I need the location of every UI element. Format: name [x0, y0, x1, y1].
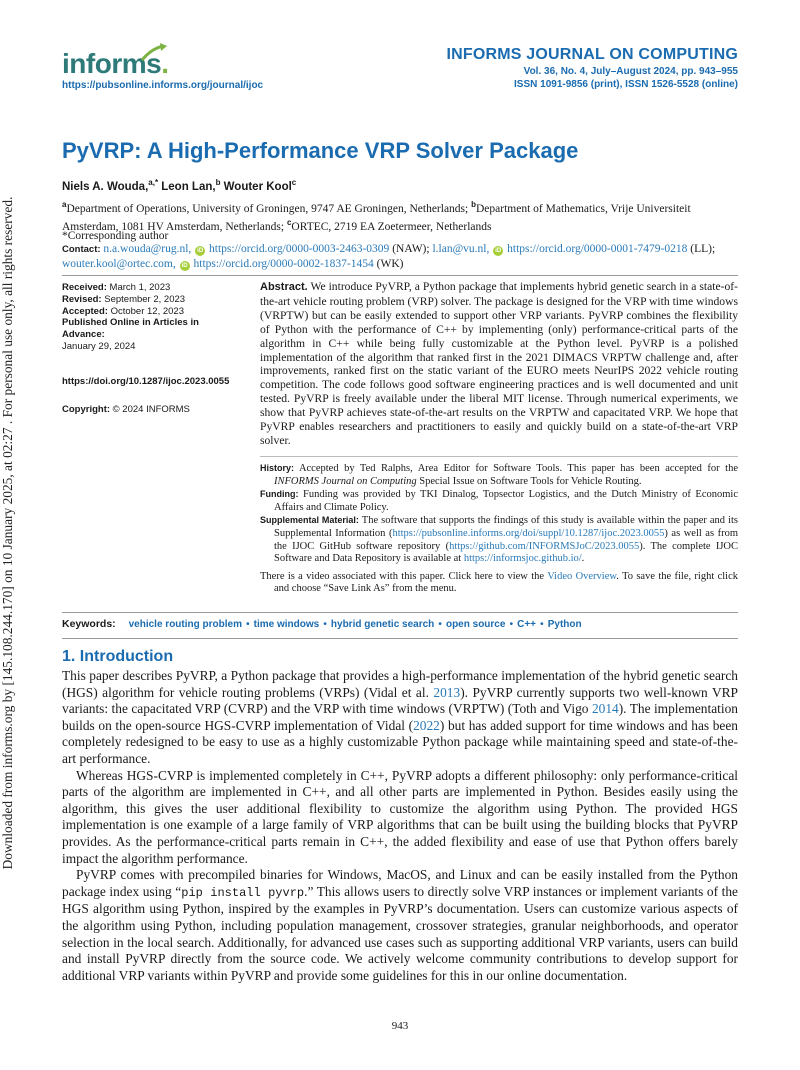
- history-label: History:: [260, 463, 295, 473]
- abstract-text: We introduce PyVRP, a Python package that implements hybrid genetic search in a state-of-the-art vehicle routing problem (VRP) solver. The package is designed for the VRP with time windows (VRPTW) but can be easily extended to support other VRP variants. PyVRP combines the flexibility of Python with the performance of C++ by implementing (only) performance-critical parts of the algorithm in C++ while being fully customizable at the Python level. PyVRP is a polished implementation of the algorithm that ranked first in the 2021 DIMACS VRPTW challenge and, after improvements, ranked first on the static variant of the EURO meets NeurIPS 2022 vehicle routing competition. The code follows good software engineering practices and is well documented and unit tested. PyVRP is freely available under the liberal MIT license. Through numerical experiments, we show that PyVRP achieves state-of-the-art results on the VRPTW and capacitated VRP. We hope that PyVRP enables researchers and practitioners to easily and quickly build on a state-of-the-art VRP solver.: [260, 280, 738, 447]
- author-tag: (NAW);: [392, 243, 430, 255]
- divider: [62, 275, 738, 276]
- supplemental-note: [260, 514, 738, 565]
- paragraph-text: ). The implementation builds on the open-source HGS-CVRP implementation of Vidal (: [62, 701, 738, 733]
- revised-date: September 2, 2023: [104, 293, 186, 305]
- journal-url-link[interactable]: https://pubsonline.informs.org/journal/ijoc: [62, 80, 264, 91]
- affiliation-c: ORTEC, 2719 EA Zoetermeer, Netherlands: [291, 220, 492, 233]
- abstract: [260, 280, 738, 448]
- paragraph: [62, 668, 738, 768]
- keyword-link[interactable]: vehicle routing problem: [128, 619, 242, 630]
- affil-mark-b: b: [471, 200, 476, 209]
- corresponding-author-note: *Corresponding author: [62, 230, 169, 242]
- keyword-separator: •: [540, 618, 544, 630]
- supplemental-text: ) as well as from the IJOC GitHub software repository (: [274, 527, 738, 552]
- logo-text-main: nforms: [69, 48, 162, 79]
- orcid-link[interactable]: https://orcid.org/0000-0002-1837-1454: [193, 258, 374, 270]
- citation-link[interactable]: 2014: [591, 701, 619, 717]
- orcid-icon: iD: [181, 263, 188, 269]
- abstract-label: Abstract.: [260, 281, 308, 293]
- keyword-link[interactable]: time windows: [253, 619, 320, 630]
- issn-info: ISSN 1091-9856 (print), ISSN 1526-5528 (online): [514, 79, 738, 90]
- email-link[interactable]: l.lan@vu.nl,: [432, 243, 490, 255]
- funding-note: [260, 488, 738, 514]
- affiliation-a: Department of Operations, University of Groningen, 9747 AE Groningen, Netherlands;: [66, 202, 469, 215]
- history-note: [260, 462, 738, 488]
- journal-italic: INFORMS Journal on Computing: [274, 475, 417, 487]
- author-name: Leon Lan,: [158, 180, 216, 193]
- paragraph-text: ) but has added support for time windows and has been completely redesigned to be easy to use as a highly customizable Python package while maintaining speed and state-of-the-art performance.: [62, 717, 739, 766]
- author-affil-mark: b: [215, 178, 221, 187]
- accepted-date: October 12, 2023: [110, 305, 184, 317]
- history-text: Accepted by Ted Ralphs, Area Editor for Software Tools. This paper has been accepted for the: [298, 463, 738, 474]
- orcid-icon: iD: [197, 248, 204, 254]
- published-label: Published Online in Articles in Advance:: [62, 317, 199, 341]
- email-link[interactable]: n.a.wouda@rug.nl,: [103, 243, 192, 255]
- video-text-end: . To save the file, right click and choose “Save Link As” from the menu.: [274, 570, 739, 595]
- author-list: [62, 178, 296, 193]
- paragraph-text: ). PyVRP currently supports two well-known VRP variants: the capacitated VRP (CVRP) and the VRP with time windows (VRPTW) (Toth and Vigo: [62, 684, 738, 717]
- orcid-icon: iD: [495, 248, 502, 254]
- logo-dot: .: [161, 48, 169, 79]
- video-text: There is a video associated with this paper. Click here to view the: [260, 570, 545, 582]
- keywords: [62, 618, 582, 630]
- history-text-end: Special Issue on Software Tools for Vehicle Routing.: [419, 475, 642, 487]
- keyword-separator: •: [438, 618, 442, 630]
- orcid-link[interactable]: https://orcid.org/0000-0001-7479-0218: [507, 243, 688, 255]
- author-affil-mark: c: [291, 178, 297, 187]
- keyword-separator: •: [323, 618, 327, 630]
- paper-title: PyVRP: A High-Performance VRP Solver Package: [62, 138, 579, 163]
- published-date: January 29, 2024: [62, 340, 136, 352]
- funding-text: Funding was provided by TKI Dinalog, Topsector Logistics, and the Dutch Ministry of Economic Affairs and Climate Policy.: [274, 489, 738, 513]
- journal-header: [446, 46, 738, 90]
- keyword-link[interactable]: Python: [547, 619, 582, 630]
- paragraph-text: PyVRP comes with precompiled binaries for Windows, MacOS, and Linux and can be easily installed from the Python package index using “: [62, 867, 738, 899]
- keywords-label: Keywords:: [62, 618, 116, 630]
- citation-link[interactable]: 2013: [433, 684, 461, 700]
- orcid-link[interactable]: https://orcid.org/0000-0003-2463-0309: [209, 243, 390, 255]
- divider: [260, 456, 738, 457]
- logo-text-i: i: [62, 48, 70, 79]
- author-affil-mark: a,*: [148, 178, 159, 187]
- video-overview-link[interactable]: Video Overview: [547, 570, 617, 582]
- journal-name: INFORMS JOURNAL ON COMPUTING: [446, 46, 738, 63]
- supplemental-text: ). The complete IJOC Software and Data Repository is available at: [274, 540, 738, 565]
- article-metadata: [62, 282, 242, 415]
- keyword-separator: •: [245, 618, 250, 630]
- inline-code: pip install pyvrp: [181, 885, 305, 900]
- copyright-text: © 2024 INFORMS: [112, 403, 190, 415]
- divider: [62, 638, 738, 639]
- copyright-label: Copyright:: [62, 403, 111, 415]
- keyword-separator: •: [509, 618, 514, 630]
- supplemental-text-end: .: [581, 553, 585, 565]
- affil-mark-a: a: [62, 200, 67, 209]
- download-notice: Downloaded from informs.org by [145.108.244.170] on 10 January 2025, at 02:27 . For personal use only, all rights reserved.: [0, 196, 15, 870]
- supplemental-text: The software that supports the findings of this study is available within the paper and its Supplemental Information (: [274, 515, 738, 539]
- page-number: 943: [391, 1020, 409, 1032]
- supplemental-label: Supplemental Material:: [260, 515, 359, 526]
- body-text: [62, 668, 738, 984]
- section-heading: 1. Introduction: [62, 648, 174, 665]
- contact-block: [62, 242, 738, 271]
- keyword-link[interactable]: C++: [517, 619, 537, 630]
- keyword-link[interactable]: open source: [445, 619, 506, 630]
- article-notes: [260, 462, 738, 596]
- contact-label: Contact:: [62, 244, 101, 255]
- revised-label: Revised:: [62, 293, 102, 305]
- logo-arrow-icon: [140, 42, 168, 62]
- accepted-label: Accepted:: [62, 305, 108, 317]
- supplemental-link[interactable]: https://pubsonline.informs.org/doi/suppl/10.1287/ijoc.2023.0055: [392, 527, 665, 539]
- paragraph: [62, 867, 738, 984]
- github-link[interactable]: https://github.com/INFORMSJoC/2023.0055: [449, 540, 640, 552]
- doi-link[interactable]: https://doi.org/10.1287/ijoc.2023.0055: [62, 375, 230, 387]
- keyword-link[interactable]: hybrid genetic search: [330, 619, 435, 630]
- volume-info: Vol. 36, No. 4, July–August 2024, pp. 943–955: [523, 66, 738, 77]
- email-link[interactable]: wouter.kool@ortec.com,: [62, 258, 176, 270]
- author-tag: (WK): [376, 258, 404, 270]
- author-name: Wouter Kool: [220, 180, 292, 193]
- received-date: March 1, 2023: [109, 282, 171, 293]
- affiliation-b: Department of Mathematics, Vrije Universiteit Amsterdam, 1081 HV Amsterdam, Netherlands;: [62, 202, 691, 233]
- author-tag: (LL);: [690, 243, 716, 255]
- paragraph: Whereas HGS-CVRP is implemented completely in C++, PyVRP adopts a different philosophy: only performance-critical parts of the algorithm are implemented in C++, and all other parts are implemented in Python. Besides easily using the algorithm, this gives the user additional flexibility to customize the algorithm using Python. The provided HGS implementation is one example of a large family of VRP algorithms that can be built using the building blocks that PyVRP provides. As the performance-critical parts remain in C++, the added flexibility and ease of use that Python offers barely impact the algorithm performance.: [62, 767, 738, 866]
- author-name: Niels A. Wouda,: [62, 180, 149, 193]
- video-note: [260, 571, 738, 596]
- affiliations: [62, 198, 738, 234]
- funding-label: Funding:: [260, 489, 299, 500]
- citation-link[interactable]: 2022: [413, 717, 440, 733]
- paragraph-text: This paper describes PyVRP, a Python package that provides a high-performance implementation of the hybrid genetic search (HGS) algorithm for vehicle routing problems (VRPs) (Vidal et al.: [62, 668, 738, 700]
- affil-mark-c: c: [286, 217, 292, 227]
- received-label: Received:: [62, 282, 107, 293]
- paragraph-text: .” This allows users to directly solve VRP instances or implement variants of the HGS algorithm using Python, inspired by the examples in PyVRP’s documentation. Users can customize various aspects of the algorithm using Python, including population management, crossover strategies, granular neighborhoods, and operator selection in the local search. Additionally, for advanced use cases such as supporting additional VRP variants, users can build and install PyVRP directly from the source code. We actively welcome community contributions to develop support for additional VRP variants within PyVRP and provide some guidelines for this in our online documentation.: [62, 883, 738, 983]
- divider: [62, 612, 738, 613]
- repository-link[interactable]: https://informsjoc.github.io/: [463, 553, 582, 565]
